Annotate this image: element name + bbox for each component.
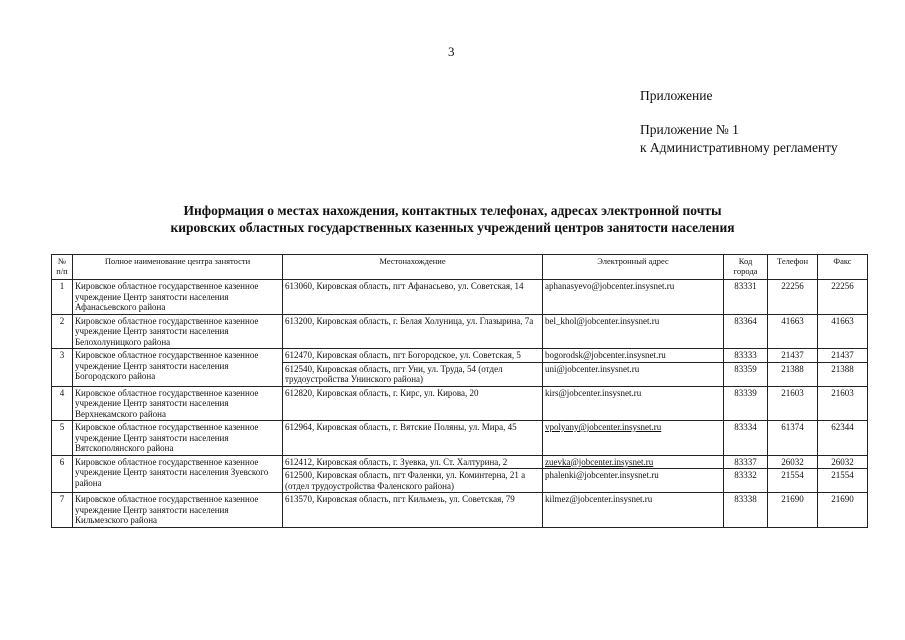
table-row — [52, 349, 868, 363]
row-code: 83359 — [724, 362, 768, 386]
row-num: 1 — [52, 280, 73, 315]
row-email: bel_khol@jobcenter.insysnet.ru — [543, 314, 724, 349]
row-code: 83338 — [724, 493, 768, 528]
row-phone: 21437 — [768, 349, 818, 363]
row-phone: 41663 — [768, 314, 818, 349]
row-email: kirs@jobcenter.insysnet.ru — [543, 386, 724, 421]
row-fax: 21554 — [818, 469, 868, 493]
row-num: 6 — [52, 455, 73, 493]
row-phone: 21690 — [768, 493, 818, 528]
row-code: 83332 — [724, 469, 768, 493]
header-fax: Факс — [818, 255, 868, 280]
row-code: 83331 — [724, 280, 768, 315]
page-number: 3 — [448, 44, 455, 59]
row-location: 612500, Кировская область, пгт Фаленки, ул. Коминтерна, 21 а (отдел трудоустройства Фаленского района) — [283, 469, 543, 493]
row-location: 612412, Кировская область, г. Зуевка, ул. Ст. Халтурина, 2 — [283, 455, 543, 469]
row-num: 7 — [52, 493, 73, 528]
row-email: phalenki@jobcenter.insysnet.ru — [543, 469, 724, 493]
row-code: 83364 — [724, 314, 768, 349]
row-fax: 21388 — [818, 362, 868, 386]
row-name: Кировское областное государственное казенное учреждение Центр занятости населения Верхнекамского района — [73, 386, 283, 421]
row-location: 612470, Кировская область, пгт Богородское, ул. Советская, 5 — [283, 349, 543, 363]
row-location: 613060, Кировская область, пгт Афанасьево, ул. Советская, 14 — [283, 280, 543, 315]
row-phone: 61374 — [768, 421, 818, 456]
header-location: Местонахождение — [283, 255, 543, 280]
row-num: 2 — [52, 314, 73, 349]
header-num: № п/п — [52, 255, 73, 280]
title-line-2: кировских областных государственных казенных учреждений центров занятости населения — [170, 220, 735, 235]
row-fax: 41663 — [818, 314, 868, 349]
row-num: 3 — [52, 349, 73, 387]
title-line-1: Информация о местах нахождения, контактных телефонах, адресах электронной почты — [183, 203, 722, 218]
row-name: Кировское областное государственное казенное учреждение Центр занятости населения Кильмезского района — [73, 493, 283, 528]
row-code: 83339 — [724, 386, 768, 421]
header-code: Код города — [724, 255, 768, 280]
appendix-number: Приложение № 1 — [640, 122, 739, 137]
row-phone: 22256 — [768, 280, 818, 315]
row-fax: 21603 — [818, 386, 868, 421]
row-email: kilmez@jobcenter.insysnet.ru — [543, 493, 724, 528]
row-fax: 22256 — [818, 280, 868, 315]
email-link: zuevka@jobcenter.insysnet.ru — [545, 456, 654, 467]
row-name: Кировское областное государственное казенное учреждение Центр занятости населения Афанасьевского района — [73, 280, 283, 315]
header-name: Полное наименование центра занятости — [73, 255, 283, 280]
row-location: 613200, Кировская область, г. Белая Холуница, ул. Глазырина, 7а — [283, 314, 543, 349]
document-title — [0, 202, 905, 236]
row-phone: 21554 — [768, 469, 818, 493]
employment-centers-table — [51, 254, 868, 528]
row-code: 83334 — [724, 421, 768, 456]
row-fax: 21690 — [818, 493, 868, 528]
appendix-label: Приложение — [640, 88, 713, 103]
row-location: 612820, Кировская область, г. Кирс, ул. Кирова, 20 — [283, 386, 543, 421]
table-row — [52, 280, 868, 315]
row-location: 612540, Кировская область, пгт Уни, ул. Труда, 54 (отдел трудоустройства Унинского района) — [283, 362, 543, 386]
row-fax: 21437 — [818, 349, 868, 363]
table-row — [52, 314, 868, 349]
row-email: bogorodsk@jobcenter.insysnet.ru — [543, 349, 724, 363]
row-phone: 21388 — [768, 362, 818, 386]
table-row — [52, 455, 868, 469]
row-name: Кировское областное государственное казенное учреждение Центр занятости населения Богородского района — [73, 349, 283, 387]
row-name: Кировское областное государственное казенное учреждение Центр занятости населения Зуевского района — [73, 455, 283, 493]
row-location: 612964, Кировская область, г. Вятские Поляны, ул. Мира, 45 — [283, 421, 543, 456]
row-code: 83333 — [724, 349, 768, 363]
header-email: Электронный адрес — [543, 255, 724, 280]
row-email: uni@jobcenter.insysnet.ru — [543, 362, 724, 386]
header-phone: Телефон — [768, 255, 818, 280]
row-phone: 26032 — [768, 455, 818, 469]
row-fax: 26032 — [818, 455, 868, 469]
row-num: 5 — [52, 421, 73, 456]
row-code: 83337 — [724, 455, 768, 469]
row-name: Кировское областное государственное казенное учреждение Центр занятости населения Белохолуницкого района — [73, 314, 283, 349]
email-link: vpolyany@jobcenter.insysnet.ru — [545, 422, 662, 432]
table-row — [52, 386, 868, 421]
row-email — [543, 421, 724, 456]
row-phone: 21603 — [768, 386, 818, 421]
row-fax: 62344 — [818, 421, 868, 456]
table-header-row — [52, 255, 868, 280]
appendix-reference: к Административному регламенту — [640, 140, 838, 155]
table-row — [52, 421, 868, 456]
table-row — [52, 493, 868, 528]
row-email — [543, 455, 724, 469]
row-location: 613570, Кировская область, пгт Кильмезь, ул. Советская, 79 — [283, 493, 543, 528]
row-email: aphanasyevo@jobcenter.insysnet.ru — [543, 280, 724, 315]
row-name: Кировское областное государственное казенное учреждение Центр занятости населения Вятскополянского района — [73, 421, 283, 456]
row-num: 4 — [52, 386, 73, 421]
